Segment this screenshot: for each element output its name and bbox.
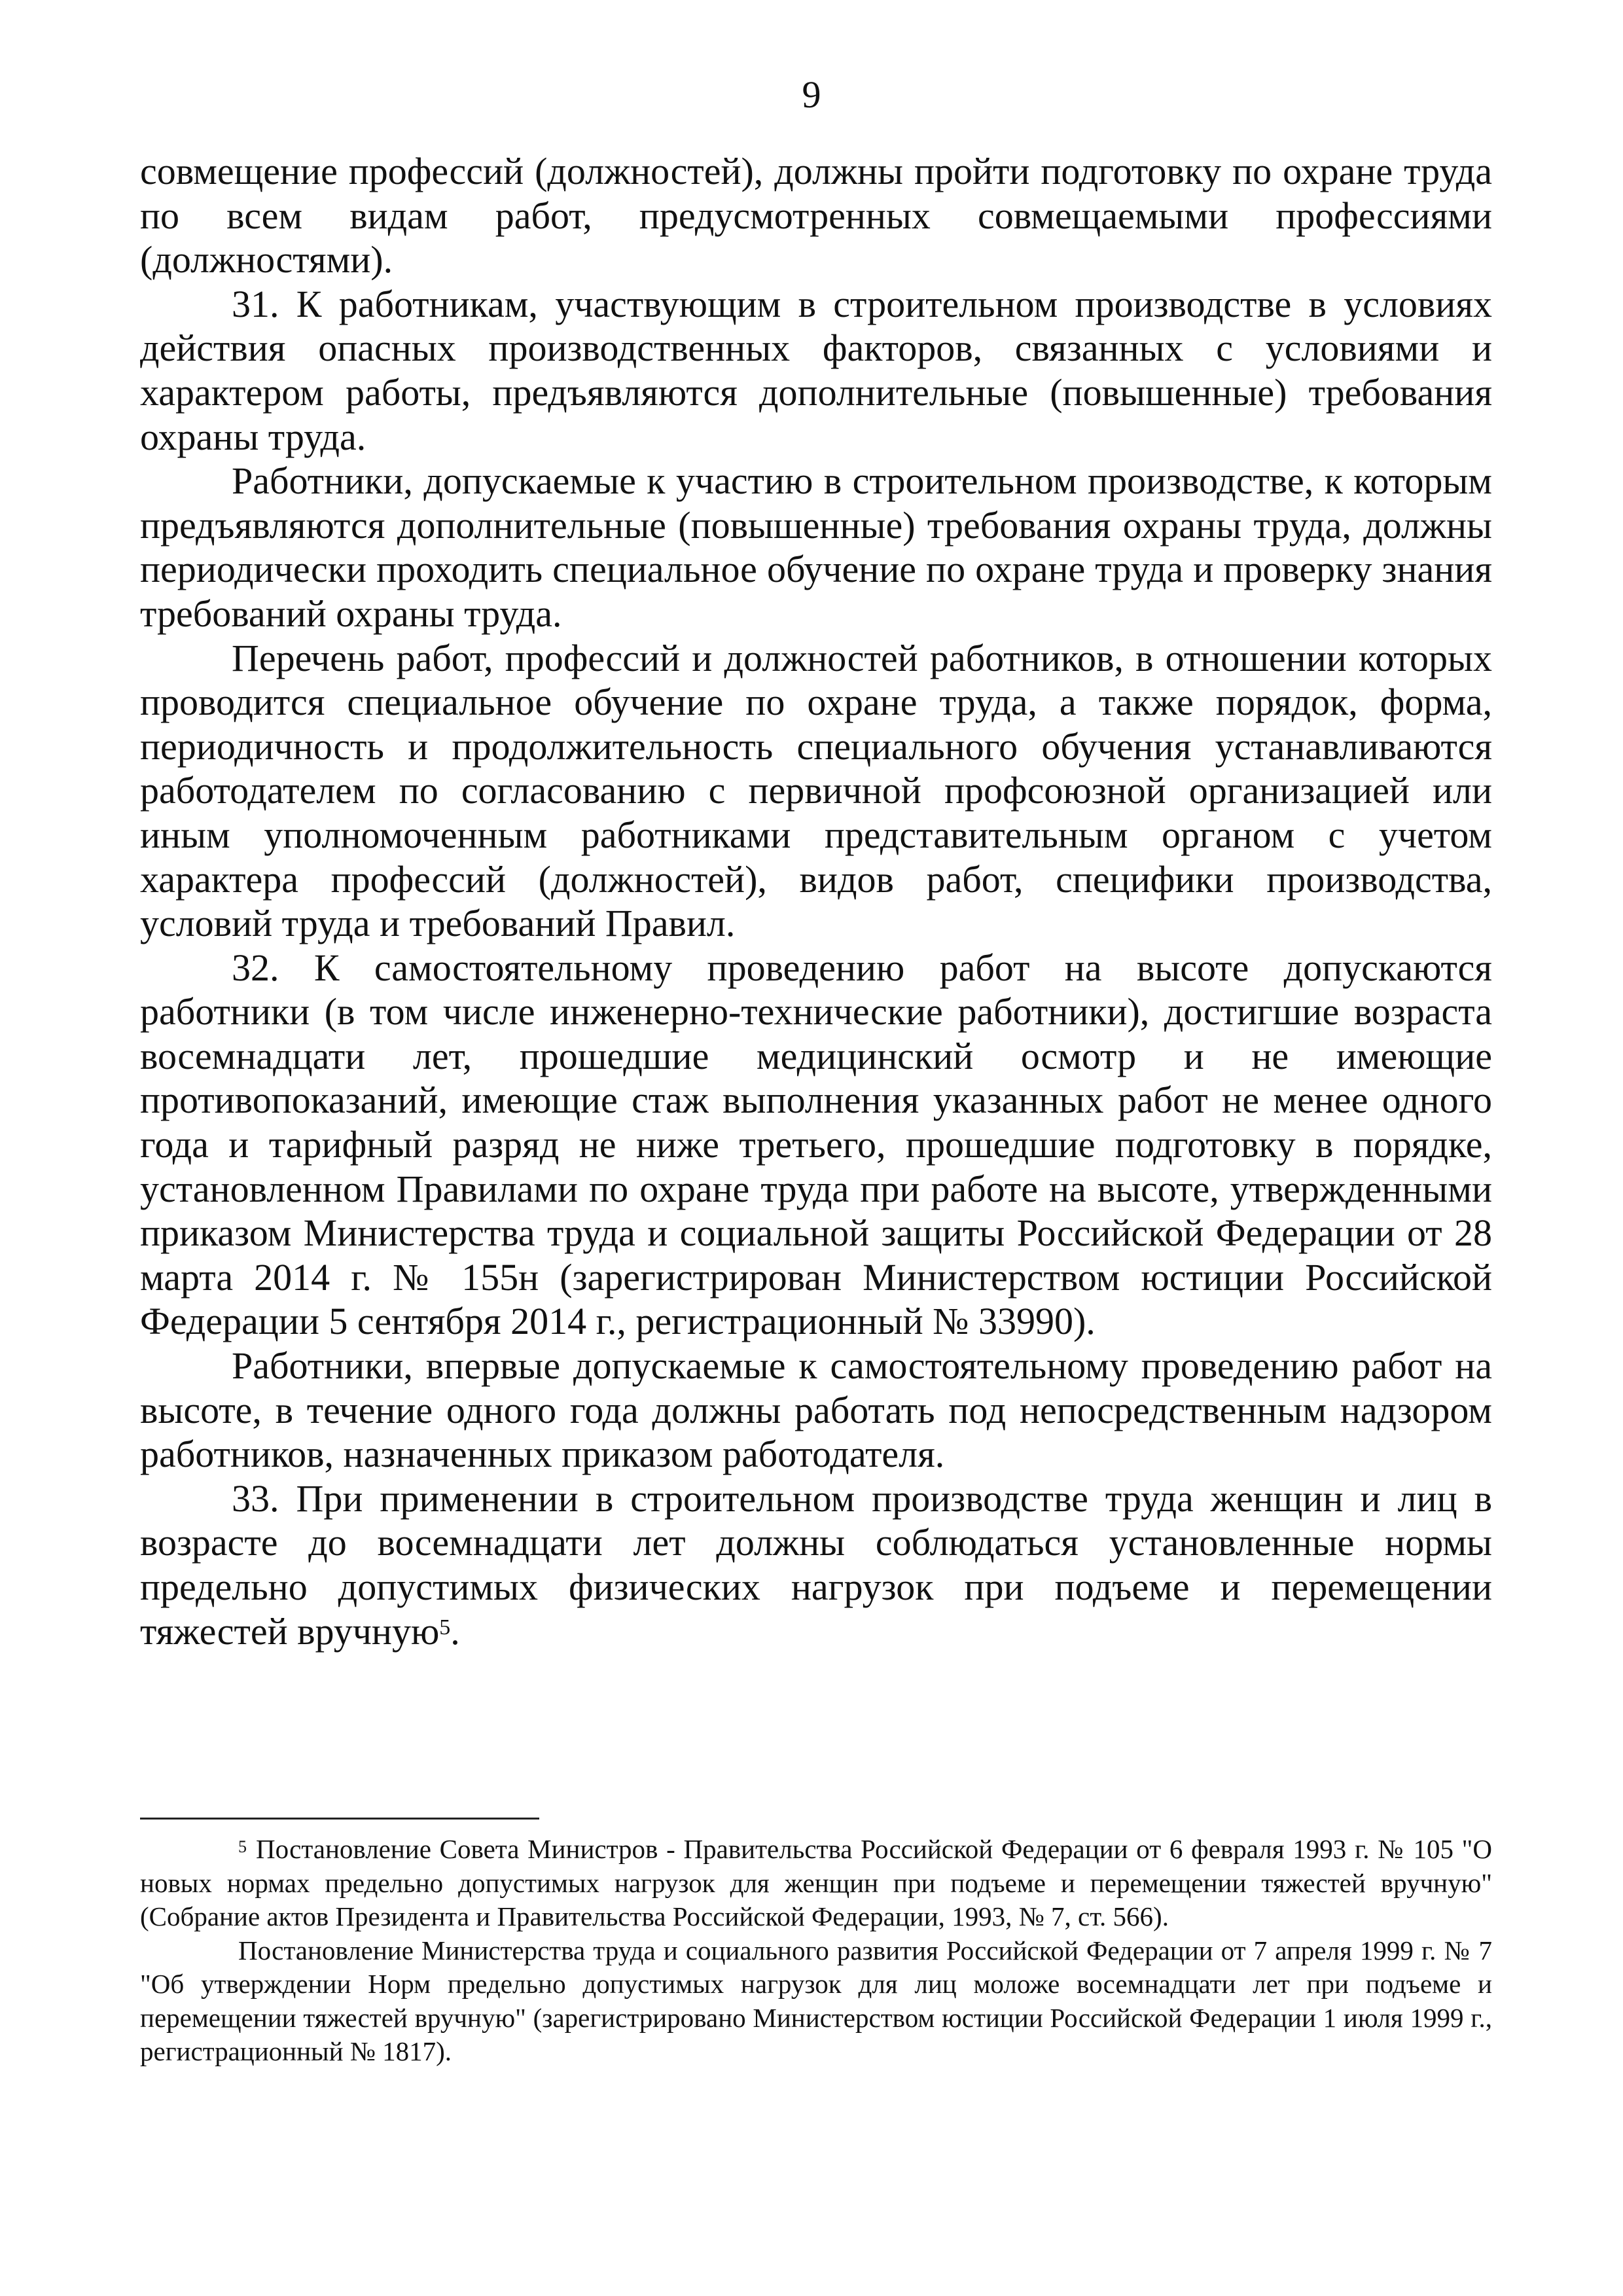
paragraph-item-33-text: 33. При применении в строительном производстве труда женщин и лиц в возрасте до восемнадцати лет должны соблюдаться установленные нормы предельно допустимых физических нагрузок при подъеме и перемещении тяжестей вручную <box>140 1477 1492 1653</box>
paragraph-end-period: . <box>450 1609 460 1653</box>
paragraph-special-training: Работники, допускаемые к участию в строительном производстве, к которым предъявляются дополнительные (повышенные) требования охраны труда, должны периодически проходить специальное обучение по охране труда и проверку знания требований охраны труда. <box>140 459 1492 635</box>
paragraph-item-31: 31. К работникам, участвующим в строительном производстве в условиях действия опасных производственных факторов, связанных с условиями и характером работы, предъявляются дополнительные (повышенные) требования охраны труда. <box>140 282 1492 458</box>
footnote-separator <box>140 1818 539 1820</box>
footnote-2: Постановление Министерства труда и социального развития Российской Федерации от 7 апреля 1999 г. № 7 "Об утверждении Норм предельно допустимых нагрузок для лиц моложе восемнадцати лет при подъеме и перемещении тяжестей вручную" (зарегистрировано Министерством юстиции Российской Федерации 1 июля 1999 г., регистрационный № 1817). <box>140 1935 1492 2066</box>
paragraph-item-33 <box>140 1477 1492 1653</box>
footnote-reference[interactable]: 5 <box>439 1615 451 1640</box>
page-number: 9 <box>802 73 821 116</box>
paragraph-supervision: Работники, впервые допускаемые к самостоятельному проведению работ на высоте, в течение одного года должны работать под непосредственным надзором работников, назначенных приказом работодателя. <box>140 1344 1492 1476</box>
paragraph-continuation: совмещение профессий (должностей), должны пройти подготовку по охране труда по всем видам работ, предусмотренных совмещаемыми профессиями (должностями). <box>140 150 1492 281</box>
footnote-1 <box>140 1833 1492 1934</box>
footnotes <box>140 1833 1492 2069</box>
paragraph-item-32: 32. К самостоятельному проведению работ на высоте допускаются работники (в том числе инженерно-технические работники), достигшие возраста восемнадцати лет, прошедшие медицинский осмотр и не имеющие противопоказаний, имеющие стаж выполнения указанных работ не менее одного года и тарифный разряд не ниже третьего, прошедшие подготовку в порядке, установленном Правилами по охране труда при работе на высоте, утвержденными приказом Министерства труда и социальной защиты Российской Федерации от 28 марта 2014 г. № 155н (зарегистрирован Министерством юстиции Российской Федерации 5 сентября 2014 г., регистрационный № 33990). <box>140 946 1492 1343</box>
footnote-mark: 5 <box>238 1837 247 1856</box>
body-text <box>140 149 1492 1653</box>
footnote-1-text: Постановление Совета Министров - Правительства Российской Федерации от 6 февраля 1993 г. № 105 "О новых нормах предельно допустимых нагрузок для женщин при подъеме и перемещении тяжестей вручную" (Собрание актов Президента и Правительства Российской Федерации, 1993, № 7, ст. 566). <box>140 1834 1492 1931</box>
paragraph-training-list: Перечень работ, профессий и должностей работников, в отношении которых проводится специальное обучение по охране труда, а также порядок, форма, периодичность и продолжительность специального обучения устанавливаются работодателем по согласованию с первичной профсоюзной организацией или иным уполномоченным работниками представительным органом с учетом характера профессий (должностей), видов работ, специфики производства, условий труда и требований Правил. <box>140 636 1492 945</box>
